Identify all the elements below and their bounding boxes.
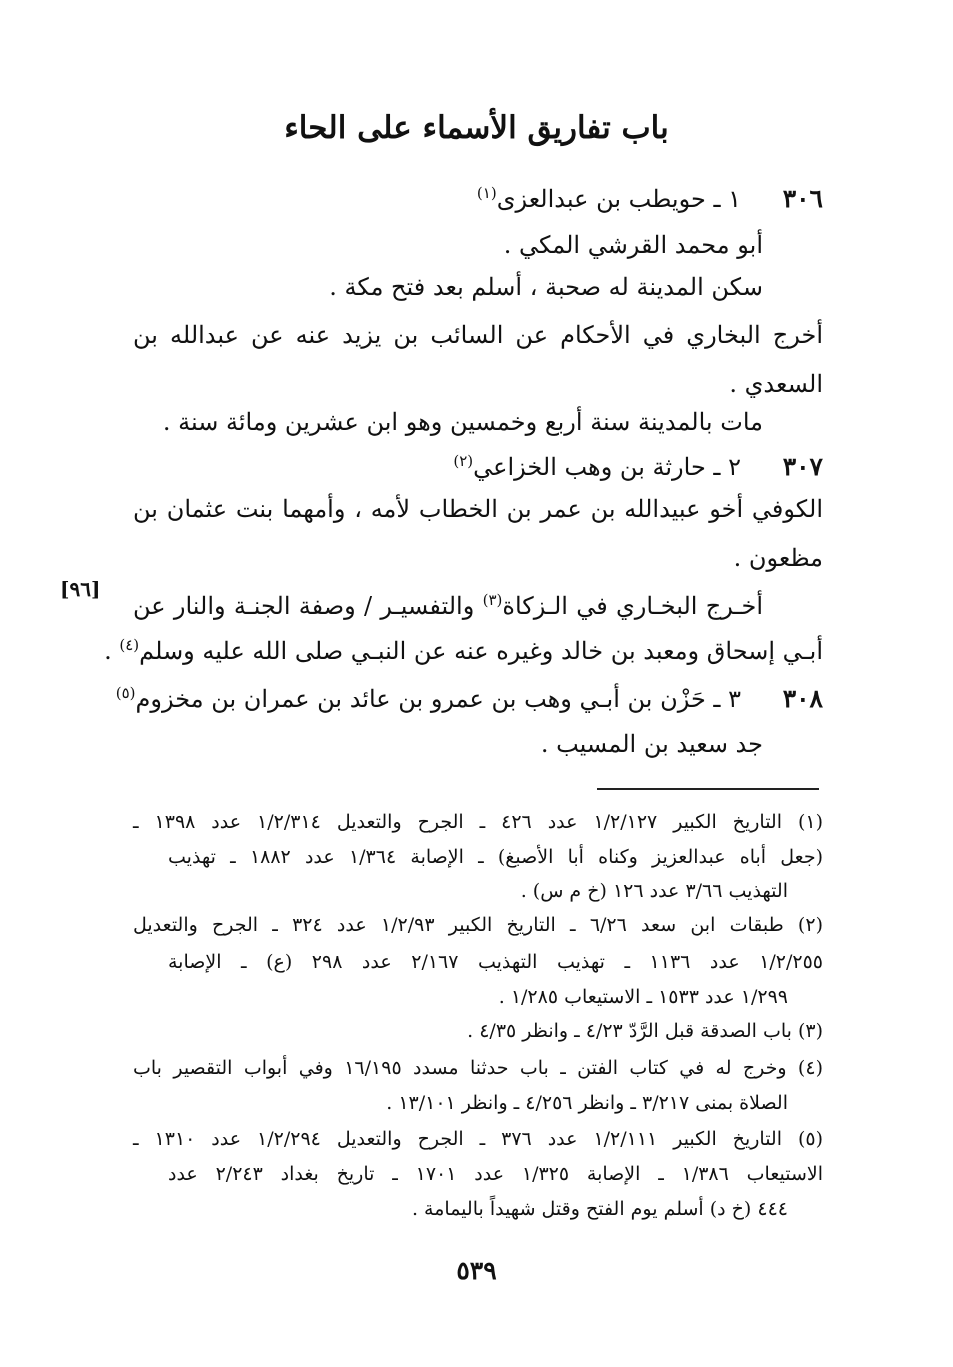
footnote-line: الاستيعاب ١/٣٨٦ ـ الإصابة ١/٣٢٥ عدد ١٧٠١ ـ تاريخ بغداد ٢/٢٤٣ عدد [168, 1163, 823, 1185]
body-text: والتفسيـر / وصفة الجنـة والنار عن [133, 592, 483, 620]
chapter-title: باب تفاريق الأسماء على الحاء [284, 110, 669, 146]
entry-number: ٣٠٦ [782, 184, 823, 213]
footnote-ref: (٣) [482, 591, 503, 609]
entry-index: ٢ [728, 453, 741, 481]
entry-index: ١ [728, 185, 741, 213]
entry-name: ـ حويطب بن عبدالعزى [496, 185, 721, 213]
footnote-ref: (٢) [453, 452, 474, 470]
margin-page-marker: [٩٦] [60, 577, 101, 601]
body-line: الكوفي أخو عبيدالله بن عمر بن الخطاب لأمه ، وأمهما بنت عثمان بن [133, 495, 823, 523]
footnote-line: ١/٢/٢٥٥ عدد ١١٣٦ ـ تهذيب التهذيب ٢/١٦٧ عدد ٢٩٨ (ع) ـ الإصابة [168, 951, 824, 973]
footnote-line: ١/٢٩٩ عدد ١٥٣٣ ـ الاستيعاب ١/٢٨٥ . [498, 986, 788, 1008]
footnote-ref: (١) [476, 184, 497, 202]
footnote-line: (٤) وخرج له في كتاب الفتن ـ باب حدثنا مسدد ١٦/١٩٥ وفي أبواب التقصير باب [133, 1057, 823, 1079]
body-line: أبو محمد القرشي المكي . [503, 231, 763, 259]
entry-name: ـ حَزْن بن أبـي وهب بن عمرو بن عائد بن عمران بن مخزوم [135, 685, 721, 713]
footnote-ref: (٤) [119, 636, 140, 654]
body-line: مات بالمدينة سنة أربع وخمسين وهو ابن عشرين ومائة سنة . [162, 408, 763, 436]
body-line: جد سعيد بن المسيب . [540, 730, 763, 758]
footnote-line: (جعل أباه عبدالعزيز وكناه أبا الأصبغ) ـ الإصابة ١/٣٦٤ عدد ١٨٨٢ ـ تهذيب [168, 846, 823, 868]
entry-index: ٣ [728, 685, 741, 713]
body-text: . [104, 637, 120, 665]
entry-heading [453, 452, 741, 481]
footnote-line: (١) التاريخ الكبير ١/٢/١٢٧ عدد ٤٢٦ ـ الجرح والتعديل ١/٢/٣١٤ عدد ١٣٩٨ ـ [133, 811, 824, 833]
footnote-line: (٥) التاريخ الكبير ١/٢/١١١ عدد ٣٧٦ ـ الجرح والتعديل ١/٢/٢٩٤ عدد ١٣١٠ ـ [133, 1128, 824, 1150]
footnote-line: ٤٤٤ (خ د) أسلم يوم الفتح وقتل شهيداً باليمامة . [411, 1198, 788, 1220]
entry-heading [116, 684, 741, 713]
body-line [133, 591, 763, 620]
body-line: أخرج البخاري في الأحكام عن السائب بن يزيد عنه عن عبدالله بن [133, 321, 823, 349]
body-line: السعدي . [729, 370, 823, 398]
entry-number: ٣٠٨ [782, 684, 823, 713]
entry-number: ٣٠٧ [782, 452, 823, 481]
entry-name: ـ حارثة بن وهب الخزاعي [473, 453, 721, 481]
footnote-line: (٢) طبقات ابن سعد ٦/٢٦ ـ التاريخ الكبير ١/٢/٩٣ عدد ٣٢٤ ـ الجرح والتعديل [133, 914, 823, 936]
body-line: سكن المدينة له صحبة ، أسلم بعد فتح مكة . [329, 273, 763, 301]
footnote-ref: (٥) [115, 684, 136, 702]
footnote-line: الصلاة بمنى ٣/٢١٧ ـ وانظر ٤/٢٥٦ ـ وانظر ١٣/١٠١ . [386, 1092, 788, 1114]
footnote-line: (٣) باب الصدقة قبل الرَّدّ ٤/٢٣ ـ وانظر ٤/٣٥ . [467, 1020, 823, 1042]
body-line: مظعون . [733, 544, 823, 572]
entry-heading [477, 184, 741, 213]
body-text: أبـي إسحاق ومعبد بن خالد وغيره عنه عن النبـي صلى الله عليه وسلم [139, 637, 823, 665]
body-line [104, 636, 823, 665]
footnote-line: التهذيب ٣/٦٦ عدد ١٢٦ (خ م س) . [520, 880, 788, 902]
page-number: ٥٣٩ [456, 1256, 497, 1285]
body-text: أخـرج البخـاري في الـزكاة [502, 592, 763, 620]
footnote-divider [597, 788, 819, 790]
